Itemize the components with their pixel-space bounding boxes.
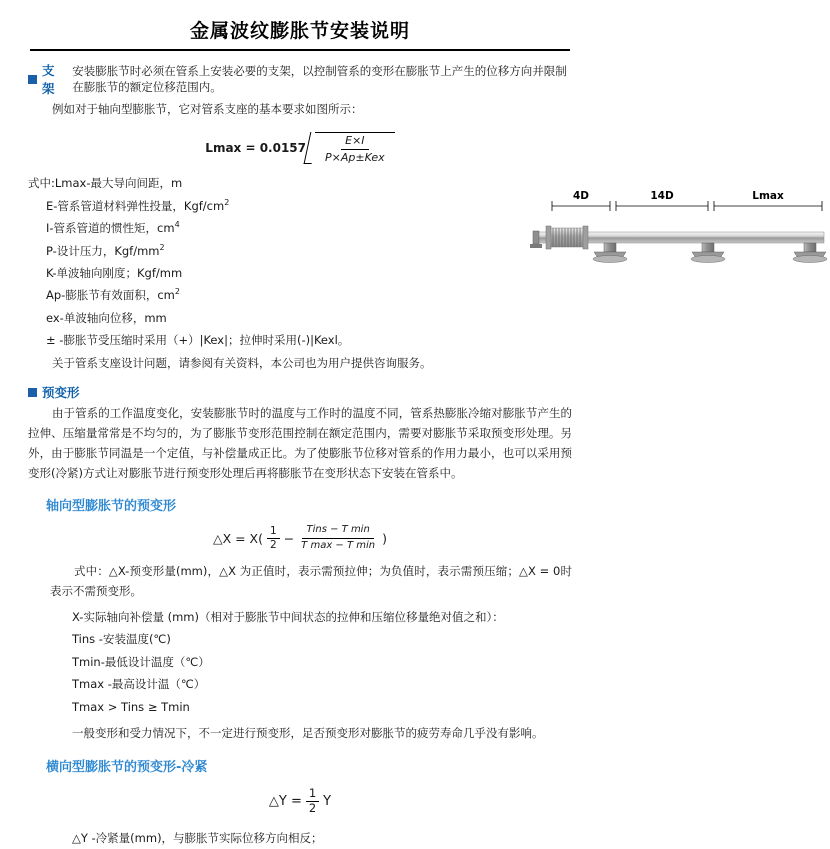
document-content (0, 61, 784, 849)
formula-minus-sign: − (283, 530, 295, 546)
section-heading-support-label: 支架 (42, 63, 55, 96)
axial-legend-list (28, 606, 572, 718)
square-bullet-icon (28, 75, 37, 84)
list-item: E-管系管道材料弹性投量，Kgf/$cm^2$ (46, 197, 230, 213)
list-item: X-实际轴向补偿量 (mm)（相对于膨胀节中间状态的拉伸和压缩位移量绝对值之和）： (72, 610, 504, 624)
legend-closing: 关于管系支座设计问题，请参阅有关资料，本公司也为用户提供咨询服务。 (52, 355, 432, 370)
formula-lmax-denominator: P×Ap±Kex (325, 150, 385, 164)
formula-delta-y-rhs: Y (323, 793, 332, 809)
list-item: P-设计压力，Kgf/$mm^2$ (46, 242, 165, 258)
page-title: 金属波纹膨胀节安装说明 (189, 20, 410, 42)
list-item: K-单波轴向刚度；Kgf/mm (46, 265, 183, 280)
dim-label-lmax: Lmax (752, 190, 784, 203)
list-item: ± -膨胀节受压缩时采用（+）|Kex|；拉伸时采用(-)|Kexl。 (46, 333, 350, 348)
formula-lmax-lhs: Lmax = 0.0157 (205, 141, 307, 156)
formula-delta-y-lhs: △Y = (268, 793, 302, 809)
subsection-axial-closing: 一般变形和受力情况下，不一定进行预变形，足否预变形对膨胀节的疲劳寿命几乎没有影响。 (72, 726, 544, 741)
formula-one-half: $\frac{1}{2}$ (267, 525, 280, 551)
formula-one-half: $\frac{1}{2}$ (306, 787, 319, 816)
section-support-para1: 安装膨胀节时必须在管系上安装必要的支架，以控制管系的变形在膨胀节上产生的位移方向并限制在膨胀节的额定位移范围内。 (72, 64, 567, 94)
dim-label-14d: 14D (650, 190, 674, 203)
bellows-element (546, 226, 588, 249)
list-item: Tins -安装温度(℃) (72, 632, 171, 647)
list-item: ex-单波轴向位移，mm (46, 310, 167, 325)
formula-delta-x (28, 524, 572, 552)
dim-label-4d: 4D (572, 190, 590, 203)
guide-support-2 (691, 243, 725, 263)
list-item: I-管系管道的惯性矩，$cm^4$ (46, 220, 180, 236)
guide-support-3 (793, 243, 827, 263)
list-item: Tmin-最低设计温度（℃） (72, 654, 210, 669)
subsection-heading-lateral: 横向型膨胀节的预变形-冷紧 (46, 759, 208, 775)
section-predeform-para1: 由于管系的工作温度变化，安装膨胀节时的温度与工作时的温度不同，管系热膨胀冷缩对膨胀节产生的拉伸、压缩量常常是不均匀的，为了膨胀节变形范围控制在额定范围内，需要对膨胀节采取预变形处理。另外，由于膨胀节同温是一个定值，与补偿量成正比。为了使膨胀节位移对管系的作用力最小，也可以采用预变形(冷紧)方式让对膨胀节进行预变形处理后再将膨胀节在变形状态下安装在管系中。 (28, 406, 572, 480)
subsection-heading-axial: 轴向型膨胀节的预变形 (46, 499, 177, 515)
subsection-lateral-note: △Y -冷紧量(mm)，与膨胀节实际位移方向相反； (72, 831, 323, 846)
section-support-para2: 例如对于轴向型膨胀节，它对管系支座的基本要求如图所示： (52, 102, 363, 116)
formula-right-paren: ) (382, 530, 388, 546)
section-heading-predeform (28, 383, 572, 401)
legend-intro: 式中:Lmax-最大导向间距，m (28, 176, 183, 191)
formula-lmax-numerator: E×I (341, 134, 368, 150)
formula-temp-ratio: $\frac{\text{Tins − T min}}{\text{T max − T min}}$ (301, 524, 376, 551)
pipe-support-svg (530, 188, 830, 284)
list-item: Tmax -最高设计温（℃） (72, 677, 206, 692)
legend-list (28, 172, 572, 351)
square-root-icon (315, 132, 395, 165)
formula-lmax (28, 132, 572, 165)
list-item: Ap-膨胀节有效面积，$cm^2$ (46, 287, 180, 303)
guide-support-1 (593, 243, 627, 263)
list-item: Tmax > Tins ≥ Tmin (72, 699, 190, 714)
subsection-axial-note: 式中：△X-预变形量(mm)，△X 为正值时，表示需预拉伸；为负值时，表示需预压缩；△X = 0时表示不需预变形。 (50, 564, 572, 599)
formula-delta-x-lhs: △X = X( (212, 530, 263, 546)
section-heading-support (28, 61, 572, 97)
formula-delta-y (28, 787, 572, 816)
axial-expansion-joint-pipe-support-diagram (530, 188, 830, 284)
title-divider (30, 49, 570, 51)
dimension-lines (552, 201, 822, 211)
square-bullet-icon (28, 388, 37, 397)
section-heading-predeform-label: 预变形 (42, 385, 80, 401)
